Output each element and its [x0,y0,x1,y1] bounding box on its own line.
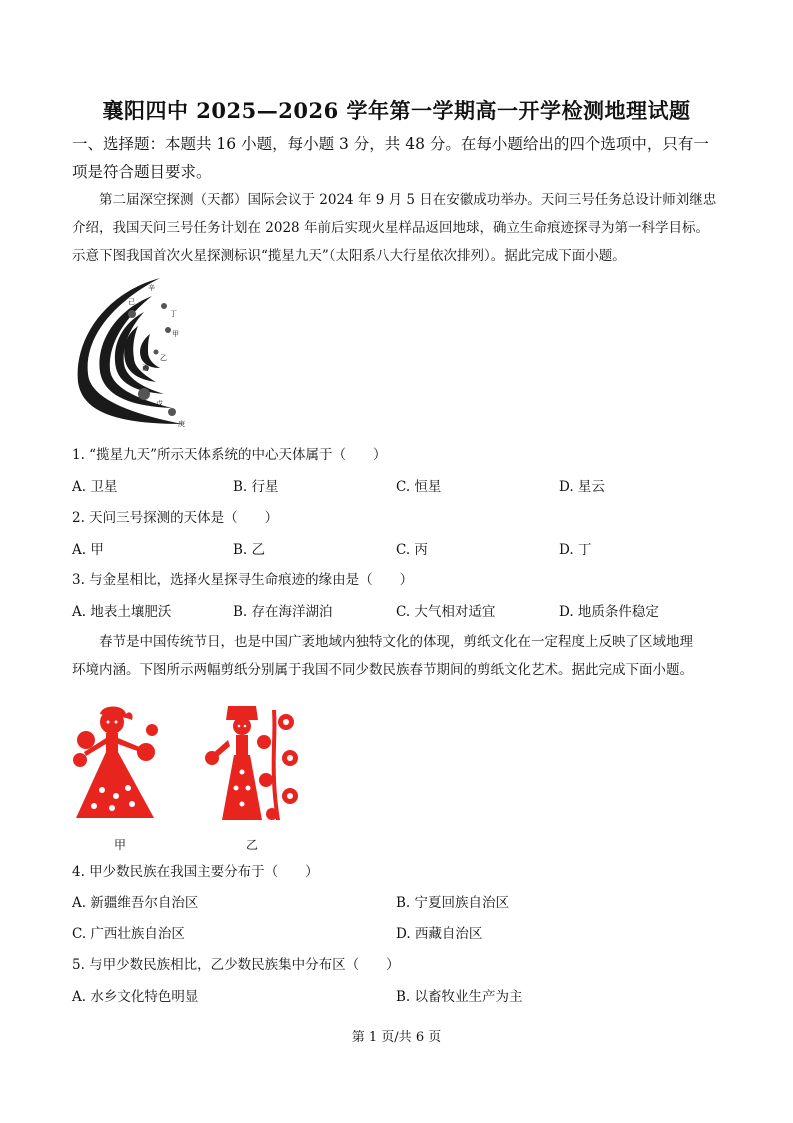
papercut-jia-flower [73,753,87,767]
question-3-option-c: C. 大气相对适宜 [396,604,496,620]
question-4-option-d: D. 西藏自治区 [396,926,483,942]
mars-mission-logo-figure [72,272,197,432]
papercut-yi-flower [259,773,273,787]
papercut-jia-arm [118,738,142,752]
passage-1-line-1: 第二届深空探测（天都）国际会议于 2024 年 9 月 5 日在安徽成功举办。天问三号任务总设计师刘继忠 [99,192,717,208]
passage-1-line-2: 介绍，我国天问三号任务计划在 2028 年前后实现火星样品返回地球，确立生命痕迹探寻为第一科学目标。 [72,220,709,236]
papercut-jia [72,700,164,830]
label-xin: 辛 [148,284,155,292]
question-3-stem: 3. 与金星相比，选择火星探寻生命痕迹的缘由是（ ） [72,572,414,588]
passage-1-line-3: 示意下图我国首次火星探测标识“揽星九天”（太阳系八大行星依次排列）。据此完成下面小题。 [72,248,626,264]
question-2-option-a: A. 甲 [72,542,104,558]
question-4-option-b: B. 宁夏回族自治区 [396,895,510,911]
label-wu: 戊 [156,400,163,408]
label-bing: 丙 [142,364,149,372]
papercut-jia-flower [77,731,95,749]
question-3-option-d: D. 地质条件稳定 [559,604,659,620]
question-4-option-c: C. 广西壮族自治区 [72,926,185,942]
question-1-option-d: D. 星云 [559,479,605,495]
section-instructions [72,130,722,186]
question-2-option-b: B. 乙 [233,542,266,558]
planet-dot [168,408,176,416]
papercut-yi-flower [257,735,271,749]
question-2-stem: 2. 天问三号探测的天体是（ ） [72,510,279,526]
planet-dot [161,303,167,309]
papercut-yi-flower [266,808,278,820]
question-1-option-c: C. 恒星 [396,479,442,495]
papercut-yi-torso [236,735,248,755]
papercut-yi-caption: 乙 [246,838,259,852]
papercut-yi-head [233,717,251,735]
papercut-jia-flower [137,743,155,761]
label-ding: 丁 [170,310,177,318]
papercut-yi-skirt [222,755,262,820]
label-geng: 庚 [178,420,185,428]
passage-2-line-1: 春节是中国传统节日，也是中国广袤地域内独特文化的体现，剪纸文化在一定程度上反映了区域地理 [99,634,693,650]
question-3-option-a: A. 地表土壤肥沃 [72,604,172,620]
section-line-1: 一、选择题：本题共 16 小题，每小题 3 分，共 48 分。在每小题给出的四个选项中，只有一 [72,135,709,153]
papercut-jia-caption: 甲 [114,838,127,852]
page-footer: 第 1 页/共 6 页 [351,1030,442,1045]
planet-dot [165,327,171,333]
question-4-stem: 4. 甲少数民族在我国主要分布于（ ） [72,864,319,880]
planet-dot [154,350,159,355]
question-3-option-b: B. 存在海洋湖泊 [233,604,333,620]
question-5-stem: 5. 与甲少数民族相比，乙少数民族集中分布区（ ） [72,957,400,973]
label-jia: 甲 [172,330,179,338]
papercut-yi-vine [272,710,280,820]
passage-1 [72,186,722,270]
page-title: 襄阳四中 2025—2026 学年第一学期高一开学检测地理试题 [102,98,691,123]
papercut-jia-flower [146,724,158,736]
question-1-option-b: B. 行星 [233,479,279,495]
question-4-option-a: A. 新疆维吾尔自治区 [72,895,199,911]
label-yi: 乙 [160,354,167,362]
question-5-option-b: B. 以畜牧业生产为主 [396,989,523,1005]
question-1-stem: 1. “揽星九天”所示天体系统的中心天体属于（ ） [72,447,387,463]
passage-2-line-2: 环境内涵。下图所示两幅剪纸分别属于我国不同少数民族春节期间的剪纸文化艺术。据此完成下面小题。 [72,662,693,678]
question-2-option-c: C. 丙 [396,542,428,558]
label-ji: 己 [128,298,135,306]
papercut-yi-fan [205,751,219,765]
question-5-option-a: A. 水乡文化特色明显 [72,989,199,1005]
papercut-jia-torso [106,733,118,755]
papercut-yi [202,700,302,830]
question-2-option-d: D. 丁 [559,542,592,558]
passage-2 [72,628,722,684]
planet-dot [138,388,150,400]
section-line-2: 项是符合题目要求。 [72,163,212,181]
planet-dot [128,310,136,318]
papercut-jia-skirt [76,752,154,818]
question-1-option-a: A. 卫星 [72,479,118,495]
